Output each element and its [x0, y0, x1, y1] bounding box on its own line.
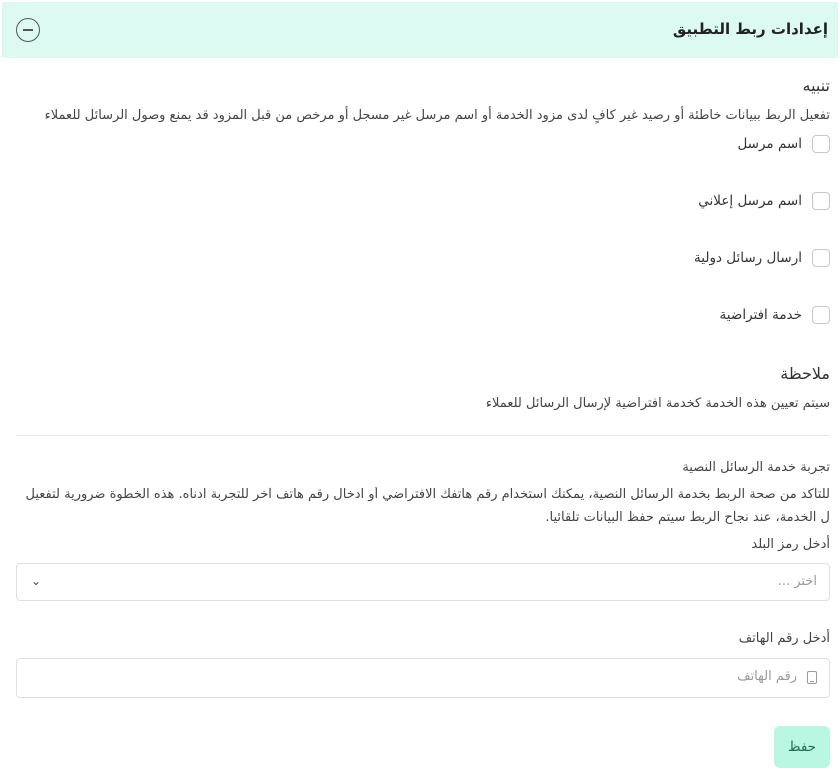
phone-input[interactable] [16, 658, 830, 698]
country-select[interactable] [16, 563, 830, 601]
test-text-line1: للتأكد من صحة الربط بخدمة الرسائل النصية، يمكنك استخدام رقم هاتفك الافتراضي أو ادخال رقم هاتف آخر للتجربة ادناه. هذه الخطوة ضرورية لتفعيل [25, 487, 830, 502]
test-text-line2: ل الخدمة، عند نجاح الربط سيتم حفظ البيانات تلقائيا. [545, 510, 830, 525]
phone-placeholder: رقم الهاتف [737, 669, 797, 684]
settings-header [2, 2, 838, 58]
option-label: اسم مرسل [737, 136, 802, 152]
country-placeholder: اختر ... [777, 574, 817, 589]
save-button[interactable]: حفظ [774, 726, 830, 768]
country-label: أدخل رمز البلد [751, 537, 830, 552]
divider [16, 435, 830, 436]
option-sender-name[interactable] [737, 134, 830, 154]
option-default-service[interactable] [720, 305, 830, 325]
checkbox[interactable] [812, 306, 830, 324]
phone-label: أدخل رقم الهاتف [738, 631, 830, 646]
note-title: ملاحظة [780, 364, 830, 383]
warning-text: تفعيل الربط ببيانات خاطئة أو رصيد غير كافٍ لدى مزود الخدمة أو اسم مرسل غير مسجل أو مرخص من قبل المزود قد يمنع وصول الرسائل للعملاء [44, 108, 830, 123]
option-international[interactable] [694, 248, 830, 268]
phone-icon [807, 671, 817, 684]
test-title: تجربة خدمة الرسائل النصية [682, 460, 830, 475]
chevron-down-icon: ⌄ [31, 574, 42, 588]
option-label: ارسال رسائل دولية [694, 250, 802, 266]
checkbox[interactable] [812, 249, 830, 267]
checkbox[interactable] [812, 135, 830, 153]
collapse-icon[interactable] [16, 18, 40, 42]
option-ad-sender-name[interactable] [698, 191, 830, 211]
warning-title: تنبيه [802, 76, 830, 95]
checkbox[interactable] [812, 192, 830, 210]
page-title: إعدادات ربط التطبيق [672, 20, 828, 38]
note-text: سيتم تعيين هذه الخدمة كخدمة افتراضية لإرسال الرسائل للعملاء [485, 396, 830, 411]
option-label: خدمة افتراضية [719, 307, 802, 323]
option-label: اسم مرسل إعلاني [698, 193, 802, 209]
